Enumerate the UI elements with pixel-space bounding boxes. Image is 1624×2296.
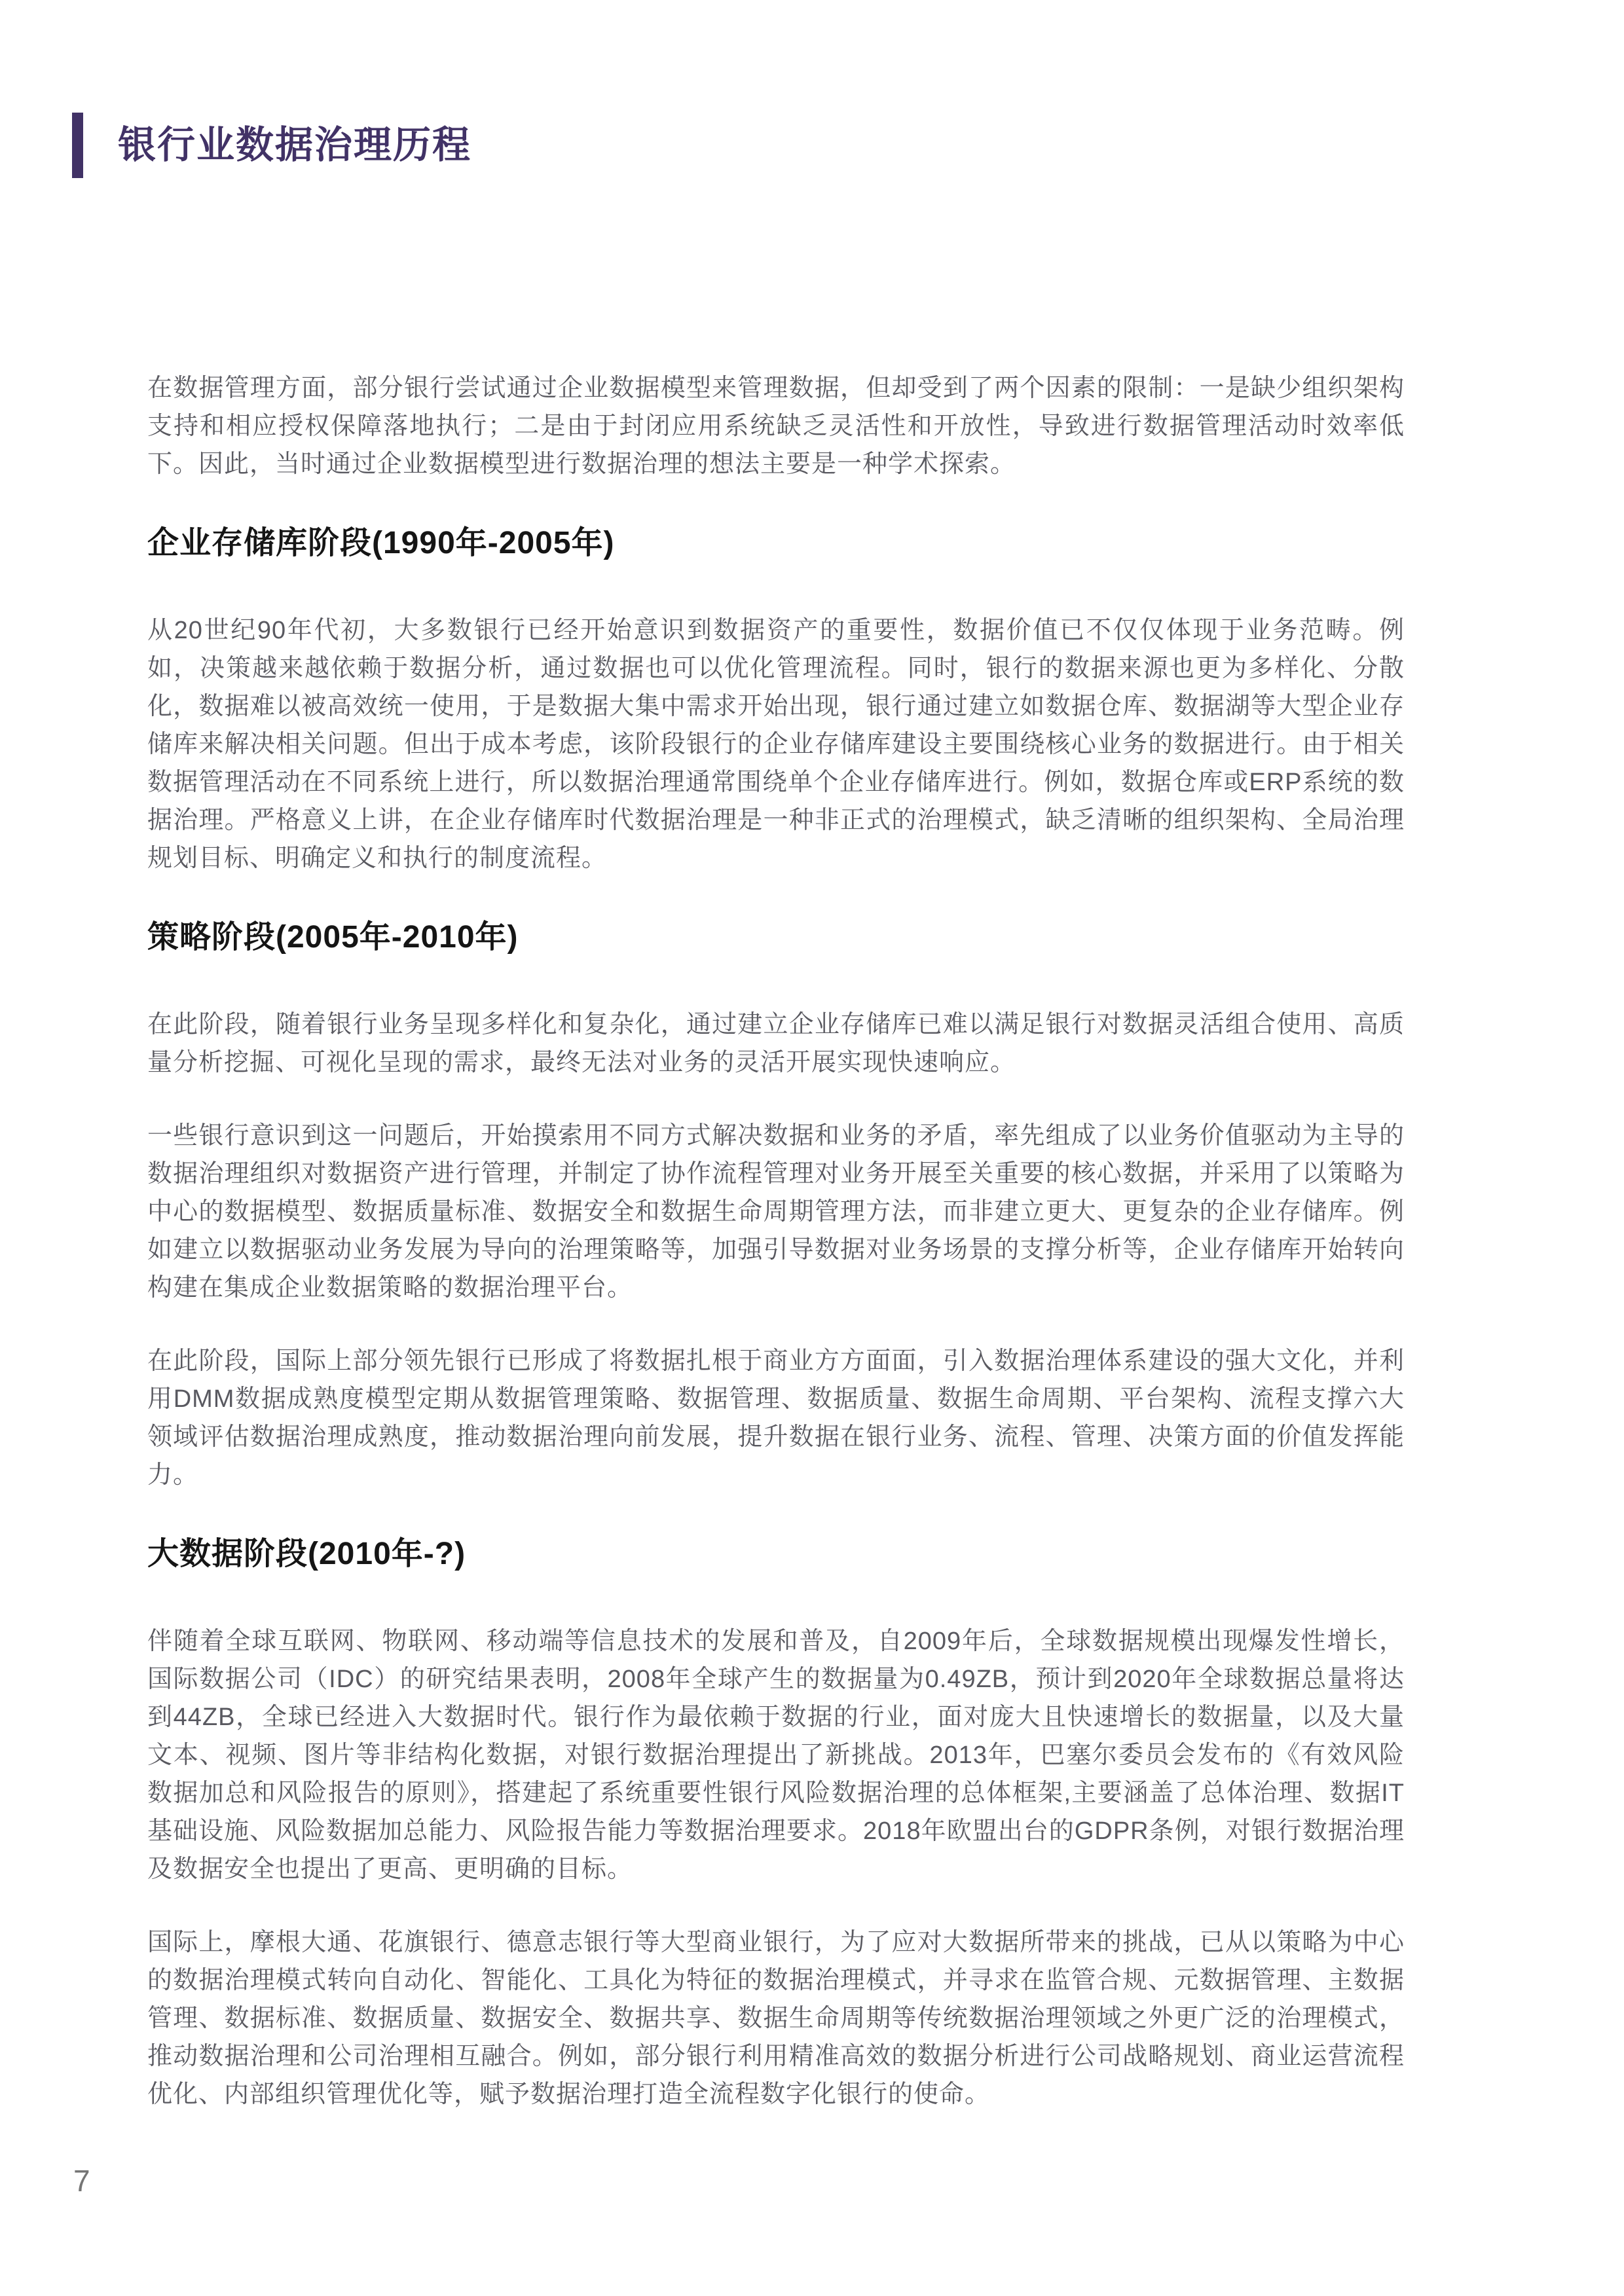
section-heading-bigdata-stage: 大数据阶段(2010年-?) — [147, 1537, 466, 1571]
section-heading-strategy-stage: 策略阶段(2005年-2010年) — [147, 920, 519, 955]
paragraph-repository-stage: 从20世纪90年代初，大多数银行已经开始意识到数据资产的重要性，数据价值已不仅仅体现于业务范畴。例如，决策越来越依赖于数据分析，通过数据也可以优化管理流程。同时，银行的数据来源也更为多样化、分散化，数据难以被高效统一使用，于是数据大集中需求开始出现，银行通过建立如数据仓库、数据湖等大型企业存储库来解决相关问题。但出于成本考虑，该阶段银行的企业存储库建设主要围绕核心业务的数据进行。由于相关数据管理活动在不同系统上进行，所以数据治理通常围绕单个企业存储库进行。例如，数据仓库或ERP系统的数据治理。严格意义上讲，在企业存储库时代数据治理是一种非正式的治理模式，缺乏清晰的组织架构、全局治理规划目标、明确定义和执行的制度流程。 — [147, 617, 1405, 872]
paragraph-bigdata-stage-2: 国际上，摩根大通、花旗银行、德意志银行等大型商业银行，为了应对大数据所带来的挑战，已从以策略为中心的数据治理模式转向自动化、智能化、工具化为特征的数据治理模式，并寻求在监管合规、元数据管理、主数据管理、数据标准、数据质量、数据安全、数据共享、数据生命周期等传统数据治理领域之外更广泛的治理模式，推动数据治理和公司治理相互融合。例如，部分银行利用精准高效的数据分析进行公司战略规划、商业运营流程优化、内部组织管理优化等，赋予数据治理打造全流程数字化银行的使命。 — [147, 1929, 1405, 2108]
intro-paragraph: 在数据管理方面，部分银行尝试通过企业数据模型来管理数据，但却受到了两个因素的限制：一是缺少组织架构支持和相应授权保障落地执行；二是由于封闭应用系统缺乏灵活性和开放性，导致进行数据管理活动时效率低下。因此，当时通过企业数据模型进行数据治理的想法主要是一种学术探索。 — [147, 374, 1405, 478]
header-accent-bar — [72, 113, 83, 178]
paragraph-strategy-stage-3: 在此阶段，国际上部分领先银行已形成了将数据扎根于商业方方面面，引入数据治理体系建设的强大文化，并利用DMM数据成熟度模型定期从数据管理策略、数据管理、数据质量、数据生命周期、平台架构、流程支撑六大领域评估数据治理成熟度，推动数据治理向前发展，提升数据在银行业务、流程、管理、决策方面的价值发挥能力。 — [147, 1347, 1405, 1489]
paragraph-strategy-stage-1: 在此阶段，随着银行业务呈现多样化和复杂化，通过建立企业存储库已难以满足银行对数据灵活组合使用、高质量分析挖掘、可视化呈现的需求，最终无法对业务的灵活开展实现快速响应。 — [147, 1011, 1405, 1076]
page-title: 银行业数据治理历程 — [118, 124, 472, 166]
page-content — [147, 0, 1405, 2113]
page-number: 7 — [73, 2164, 90, 2198]
paragraph-bigdata-stage-1: 伴随着全球互联网、物联网、移动端等信息技术的发展和普及，自2009年后，全球数据规模出现爆发性增长，国际数据公司（IDC）的研究结果表明，2008年全球产生的数据量为0.49ZB，预计到2020年全球数据总量将达到44ZB，全球已经进入大数据时代。银行作为最依赖于数据的行业，面对庞大且快速增长的数据量，以及大量文本、视频、图片等非结构化数据，对银行数据治理提出了新挑战。2013年，巴塞尔委员会发布的《有效风险数据加总和风险报告的原则》，搭建起了系统重要性银行风险数据治理的总体框架,主要涵盖了总体治理、数据IT基础设施、风险数据加总能力、风险报告能力等数据治理要求。2018年欧盟出台的GDPR条例，对银行数据治理及数据安全也提出了更高、更明确的目标。 — [147, 1628, 1405, 1883]
paragraph-strategy-stage-2: 一些银行意识到这一问题后，开始摸索用不同方式解决数据和业务的矛盾，率先组成了以业务价值驱动为主导的数据治理组织对数据资产进行管理，并制定了协作流程管理对业务开展至关重要的核心数据，并采用了以策略为中心的数据模型、数据质量标准、数据安全和数据生命周期管理方法，而非建立更大、更复杂的企业存储库。例如建立以数据驱动业务发展为导向的治理策略等，加强引导数据对业务场景的支撑分析等，企业存储库开始转向构建在集成企业数据策略的数据治理平台。 — [147, 1122, 1405, 1302]
section-heading-repository-stage: 企业存储库阶段(1990年-2005年) — [147, 526, 615, 560]
